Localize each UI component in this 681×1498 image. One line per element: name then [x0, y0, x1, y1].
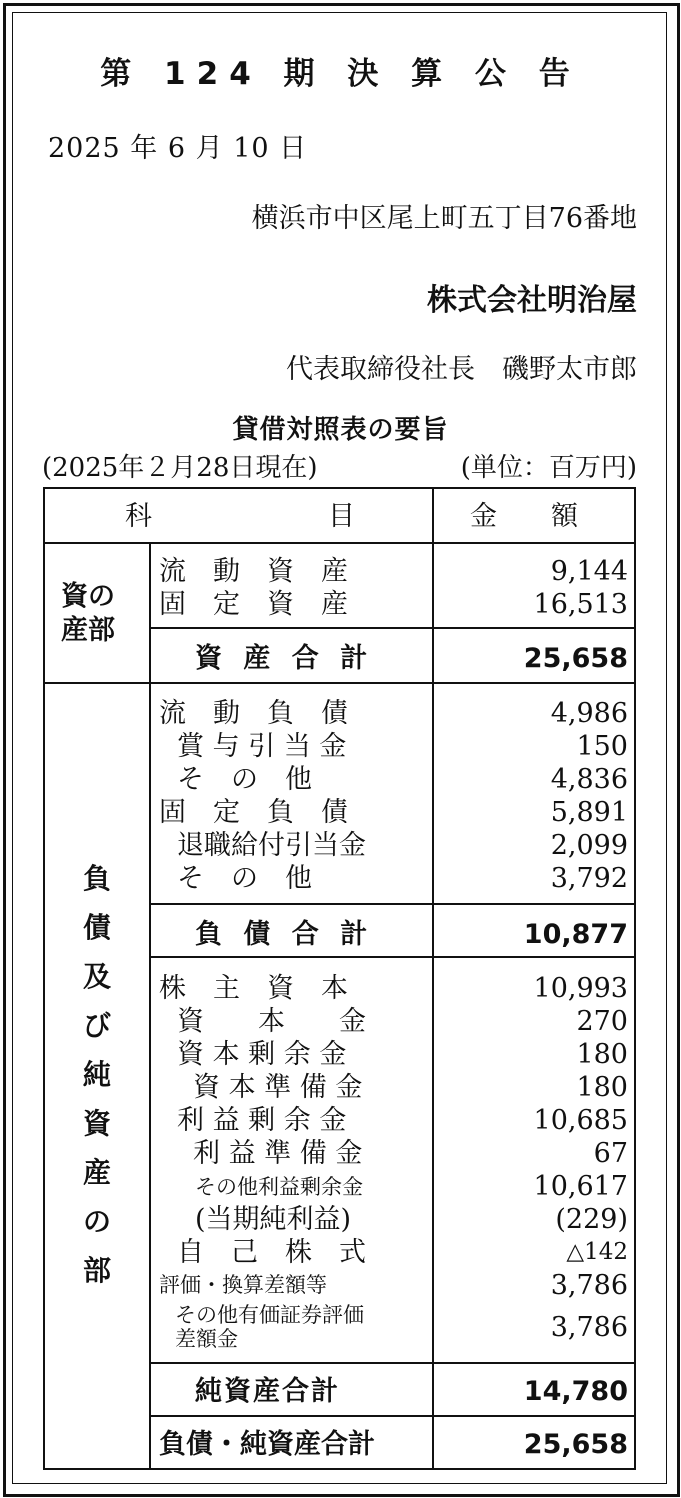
liabilities-total-value: 10,877 [523, 919, 628, 950]
assets-total-label: 資 産 合 計 [195, 643, 374, 674]
notice-title: 第 124 期 決 算 公 告 [100, 56, 581, 92]
liability-label: 固 定 負 債 [159, 797, 348, 828]
liability-value: 5,891 [550, 797, 628, 828]
company-address: 横浜市中区尾上町五丁目76番地 [251, 203, 637, 234]
liability-value: 4,836 [550, 764, 628, 795]
section-char: 産 [82, 1156, 111, 1189]
section-char: 部 [82, 1254, 111, 1287]
equity-total-bottom-rule [151, 1415, 634, 1417]
notice-date: 2025 年 6 月 10 日 [48, 133, 308, 164]
head-subject-1: 科 [125, 501, 152, 532]
section-char: 債 [82, 911, 111, 944]
assets-section-rule [45, 682, 634, 684]
equity-value: 180 [576, 1072, 628, 1103]
assets-section-label-2: 産部 [61, 615, 115, 646]
grand-total-value: 25,658 [523, 1429, 628, 1460]
equity-label: (当期純利益) [195, 1204, 352, 1235]
assets-total-rule [151, 627, 634, 629]
section-char: 負 [82, 862, 111, 895]
equity-value: 67 [593, 1138, 628, 1169]
assets-total-value: 25,658 [523, 643, 628, 674]
liability-label: そ の 他 [177, 863, 312, 894]
equity-value: 3,786 [550, 1270, 628, 1301]
liability-label: そ の 他 [177, 764, 312, 795]
liability-label: 流 動 負 債 [159, 698, 348, 729]
grand-total-label: 負債・純資産合計 [159, 1429, 375, 1460]
equity-label: 評価・換算差額等 [159, 1273, 327, 1297]
asset-label: 流 動 資 産 [159, 556, 348, 587]
assets-section-label-1: 資の [61, 581, 115, 612]
liability-value: 150 [576, 731, 628, 762]
liabilities-total-label: 負 債 合 計 [195, 919, 374, 950]
asset-value: 9,144 [550, 556, 628, 587]
section-char: 資 [82, 1107, 111, 1140]
asset-label: 固 定 資 産 [159, 589, 348, 620]
equity-label: 資 本 準 備 金 [193, 1072, 363, 1103]
amount-column-rule [432, 489, 434, 1468]
equity-value: (229) [555, 1204, 628, 1235]
section-char: 及 [82, 960, 111, 993]
equity-total-top-rule [151, 1362, 634, 1364]
liability-label: 退職給付引当金 [177, 830, 366, 861]
liabilities-total-top-rule [151, 903, 634, 905]
section-column-rule [149, 542, 151, 1468]
equity-value: 3,786 [550, 1312, 628, 1343]
liability-value: 2,099 [550, 830, 628, 861]
equity-value: 10,685 [533, 1105, 628, 1136]
liabilities-total-bottom-rule [151, 956, 634, 958]
equity-value: 180 [576, 1039, 628, 1070]
equity-value: 270 [576, 1006, 628, 1037]
balance-sheet-title: 貸借対照表の要旨 [232, 415, 449, 445]
unit-note: (単位：百万円) [460, 453, 637, 483]
equity-label: 資 本 剰 余 金 [177, 1039, 347, 1070]
equity-total-label: 純資産合計 [195, 1376, 340, 1407]
company-name: 株式会社明治屋 [427, 283, 637, 318]
liability-value: 3,792 [550, 863, 628, 894]
equity-value: 10,617 [533, 1171, 628, 1202]
equity-label: 利 益 剰 余 金 [177, 1105, 347, 1136]
equity-label: 株 主 資 本 [159, 973, 348, 1004]
section-char: の [82, 1205, 111, 1238]
header-rule [45, 542, 634, 544]
liability-label: 賞 与 引 当 金 [177, 731, 347, 762]
section-char: 純 [82, 1058, 111, 1091]
representative: 代表取締役社長 磯野太市郎 [286, 354, 637, 385]
balance-sheet-table [43, 487, 636, 1470]
equity-label: その他利益剰余金 [195, 1175, 363, 1199]
equity-label: 利 益 準 備 金 [193, 1138, 363, 1169]
head-subject-2: 目 [328, 501, 355, 532]
equity-label: その他有価証券評価 [175, 1303, 364, 1327]
liability-value: 4,986 [550, 698, 628, 729]
equity-label: 資 本 金 [177, 1006, 366, 1037]
equity-value: 10,993 [533, 973, 628, 1004]
equity-value: △142 [566, 1239, 628, 1265]
equity-label: 自 己 株 式 [177, 1237, 366, 1268]
asset-value: 16,513 [533, 589, 628, 620]
equity-label-continued: 差額金 [175, 1327, 238, 1351]
section-char: び [82, 1009, 111, 1042]
equity-total-value: 14,780 [523, 1376, 628, 1407]
as-of-date: (2025年２月28日現在) [42, 453, 318, 483]
head-amount: 金 額 [470, 501, 578, 532]
